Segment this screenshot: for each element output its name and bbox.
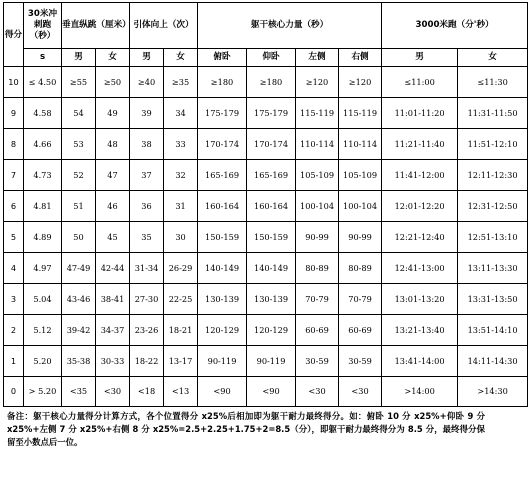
core-right-cell: 70-79 [339, 284, 382, 315]
pullup-header: 引体向上（次） [130, 3, 198, 49]
pullup-male-cell: 31-34 [130, 253, 164, 284]
jump-female-cell: 34-37 [96, 315, 130, 346]
core-left-cell: 115-119 [296, 98, 339, 129]
jump-male-cell: 52 [62, 160, 96, 191]
jump-female-cell: 49 [96, 98, 130, 129]
core-right-cell: 100-104 [339, 191, 382, 222]
run30-cell: 4.97 [24, 253, 62, 284]
run30-cell: 5.12 [24, 315, 62, 346]
core-right-cell: 60-69 [339, 315, 382, 346]
score-cell: 0 [4, 377, 24, 407]
run3000-header: 3000米跑（分'秒） [382, 3, 528, 49]
jump-male-cell: 35-38 [62, 346, 96, 377]
jump-female-cell: 38-41 [96, 284, 130, 315]
core-right-cell: 105-109 [339, 160, 382, 191]
run30-unit: s [24, 49, 62, 67]
core-left-header: 左侧 [296, 49, 339, 67]
score-cell: 6 [4, 191, 24, 222]
jump-female-cell: 45 [96, 222, 130, 253]
core-prone-cell: 175-179 [198, 98, 247, 129]
jump-header: 垂直纵跳（厘米） [62, 3, 130, 49]
table-row [4, 160, 528, 191]
pullup-male-cell: <18 [130, 377, 164, 407]
core-supine-cell: 170-174 [247, 129, 296, 160]
core-left-cell: 60-69 [296, 315, 339, 346]
pullup-male-cell: 23-26 [130, 315, 164, 346]
core-supine-cell: 140-149 [247, 253, 296, 284]
core-supine-cell: 160-164 [247, 191, 296, 222]
table-row [4, 129, 528, 160]
run3000-female-cell: 13:51-14:10 [458, 315, 528, 346]
core-prone-cell: ≥180 [198, 67, 247, 98]
core-left-cell: 100-104 [296, 191, 339, 222]
table-row [4, 67, 528, 98]
run3000-female-cell: 11:31-11:50 [458, 98, 528, 129]
run3000-male-cell: 13:41-14:00 [382, 346, 458, 377]
pullup-female-cell: ≥35 [164, 67, 198, 98]
core-left-cell: 110-114 [296, 129, 339, 160]
core-supine-cell: 165-169 [247, 160, 296, 191]
jump-male-cell: ≥55 [62, 67, 96, 98]
run30-cell: 4.66 [24, 129, 62, 160]
pullup-female-cell: <13 [164, 377, 198, 407]
table-row [4, 253, 528, 284]
run3000-male-header: 男 [382, 49, 458, 67]
score-table [3, 2, 528, 407]
pullup-female-cell: 13-17 [164, 346, 198, 377]
run3000-male-cell: 13:21-13:40 [382, 315, 458, 346]
score-header [4, 3, 24, 67]
core-header: 躯干核心力量（秒） [198, 3, 382, 49]
pullup-male-cell: 27-30 [130, 284, 164, 315]
score-cell: 8 [4, 129, 24, 160]
core-right-cell: 80-89 [339, 253, 382, 284]
pullup-female-cell: 31 [164, 191, 198, 222]
run30-cell: 5.04 [24, 284, 62, 315]
score-cell: 2 [4, 315, 24, 346]
core-left-cell: 90-99 [296, 222, 339, 253]
table-row [4, 377, 528, 407]
core-right-cell: ≥120 [339, 67, 382, 98]
core-supine-cell: ≥180 [247, 67, 296, 98]
remarks-note: 备注：躯干核心力量得分计算方式，各个位置得分 x25%后相加即为躯干耐力最终得分。如：俯卧 10 分 x25%+仰卧 9 分 x25%+左侧 7 分 x25%+右侧 8 分 x25%=2.5+2.25+1.75+2=8.5（分），即躯干耐力最终得分为 8.5 分，最终得分保留至小数点后一位。 [7, 411, 485, 447]
core-prone-cell: <90 [198, 377, 247, 407]
run3000-male-cell: ≤11:00 [382, 67, 458, 98]
core-right-cell: 110-114 [339, 129, 382, 160]
table-row [4, 315, 528, 346]
core-right-cell: <30 [339, 377, 382, 407]
core-supine-cell: 175-179 [247, 98, 296, 129]
core-prone-cell: 160-164 [198, 191, 247, 222]
pullup-female-cell: 26-29 [164, 253, 198, 284]
core-supine-cell: 130-139 [247, 284, 296, 315]
core-prone-cell: 120-129 [198, 315, 247, 346]
pullup-female-cell: 33 [164, 129, 198, 160]
score-cell: 9 [4, 98, 24, 129]
jump-female-cell: 30-33 [96, 346, 130, 377]
run3000-female-cell: 12:11-12:30 [458, 160, 528, 191]
core-prone-cell: 170-174 [198, 129, 247, 160]
jump-male-cell: 43-46 [62, 284, 96, 315]
run3000-male-cell: 12:21-12:40 [382, 222, 458, 253]
jump-female-cell: 48 [96, 129, 130, 160]
table-row [4, 98, 528, 129]
table-row [4, 191, 528, 222]
run3000-male-cell: >14:00 [382, 377, 458, 407]
pullup-female-header: 女 [164, 49, 198, 67]
run30-cell: 4.58 [24, 98, 62, 129]
run3000-female-header: 女 [458, 49, 528, 67]
pullup-female-cell: 32 [164, 160, 198, 191]
run3000-female-cell: 12:31-12:50 [458, 191, 528, 222]
core-left-cell: 105-109 [296, 160, 339, 191]
run3000-female-cell: 14:11-14:30 [458, 346, 528, 377]
core-right-cell: 30-59 [339, 346, 382, 377]
header-row-sub [4, 49, 528, 67]
run30-cell: 4.89 [24, 222, 62, 253]
pullup-female-cell: 18-21 [164, 315, 198, 346]
score-cell: 4 [4, 253, 24, 284]
pullup-male-cell: 35 [130, 222, 164, 253]
pullup-male-cell: 36 [130, 191, 164, 222]
core-left-cell: 30-59 [296, 346, 339, 377]
run3000-male-cell: 12:41-13:00 [382, 253, 458, 284]
run3000-female-cell: ≤11:30 [458, 67, 528, 98]
score-cell: 10 [4, 67, 24, 98]
jump-female-cell: ≥50 [96, 67, 130, 98]
pullup-female-cell: 22-25 [164, 284, 198, 315]
core-supine-cell: 120-129 [247, 315, 296, 346]
run30-cell: 4.73 [24, 160, 62, 191]
jump-female-header: 女 [96, 49, 130, 67]
table-row [4, 222, 528, 253]
core-prone-cell: 150-159 [198, 222, 247, 253]
core-prone-header: 俯卧 [198, 49, 247, 67]
core-right-cell: 90-99 [339, 222, 382, 253]
score-header-text: 得分 [4, 29, 23, 40]
jump-male-cell: 50 [62, 222, 96, 253]
table-row [4, 284, 528, 315]
pullup-male-header: 男 [130, 49, 164, 67]
core-prone-cell: 130-139 [198, 284, 247, 315]
core-supine-header: 仰卧 [247, 49, 296, 67]
jump-female-cell: 47 [96, 160, 130, 191]
jump-male-cell: 51 [62, 191, 96, 222]
jump-male-cell: 54 [62, 98, 96, 129]
run30-cell: ≤ 4.50 [24, 67, 62, 98]
core-supine-cell: <90 [247, 377, 296, 407]
jump-male-cell: 53 [62, 129, 96, 160]
score-cell: 7 [4, 160, 24, 191]
pullup-male-cell: 39 [130, 98, 164, 129]
jump-male-cell: 39-42 [62, 315, 96, 346]
header-row-top [4, 3, 528, 49]
pullup-male-cell: 18-22 [130, 346, 164, 377]
jump-male-header: 男 [62, 49, 96, 67]
run3000-female-cell: >14:30 [458, 377, 528, 407]
run3000-male-cell: 11:21-11:40 [382, 129, 458, 160]
run3000-male-cell: 11:01-11:20 [382, 98, 458, 129]
run3000-male-cell: 13:01-13:20 [382, 284, 458, 315]
table-row [4, 346, 528, 377]
core-right-cell: 115-119 [339, 98, 382, 129]
run3000-female-cell: 13:31-13:50 [458, 284, 528, 315]
core-left-cell: <30 [296, 377, 339, 407]
jump-male-cell: <35 [62, 377, 96, 407]
core-prone-cell: 90-119 [198, 346, 247, 377]
jump-female-cell: <30 [96, 377, 130, 407]
jump-male-cell: 47-49 [62, 253, 96, 284]
pullup-male-cell: ≥40 [130, 67, 164, 98]
run3000-male-cell: 11:41-12:00 [382, 160, 458, 191]
core-supine-cell: 90-119 [247, 346, 296, 377]
run30-cell: > 5.20 [24, 377, 62, 407]
core-prone-cell: 140-149 [198, 253, 247, 284]
run3000-male-cell: 12:01-12:20 [382, 191, 458, 222]
run30-header: 30米冲刺跑（秒） [24, 3, 62, 49]
score-standard-document [3, 2, 518, 449]
core-left-cell: ≥120 [296, 67, 339, 98]
jump-female-cell: 46 [96, 191, 130, 222]
core-right-header: 右侧 [339, 49, 382, 67]
pullup-female-cell: 34 [164, 98, 198, 129]
score-cell: 1 [4, 346, 24, 377]
pullup-male-cell: 38 [130, 129, 164, 160]
pullup-male-cell: 37 [130, 160, 164, 191]
core-prone-cell: 165-169 [198, 160, 247, 191]
core-supine-cell: 150-159 [247, 222, 296, 253]
run30-cell: 5.20 [24, 346, 62, 377]
score-cell: 5 [4, 222, 24, 253]
pullup-female-cell: 30 [164, 222, 198, 253]
core-left-cell: 80-89 [296, 253, 339, 284]
core-left-cell: 70-79 [296, 284, 339, 315]
jump-female-cell: 42-44 [96, 253, 130, 284]
run3000-female-cell: 12:51-13:10 [458, 222, 528, 253]
run3000-female-cell: 11:51-12:10 [458, 129, 528, 160]
run30-cell: 4.81 [24, 191, 62, 222]
run3000-female-cell: 13:11-13:30 [458, 253, 528, 284]
score-cell: 3 [4, 284, 24, 315]
